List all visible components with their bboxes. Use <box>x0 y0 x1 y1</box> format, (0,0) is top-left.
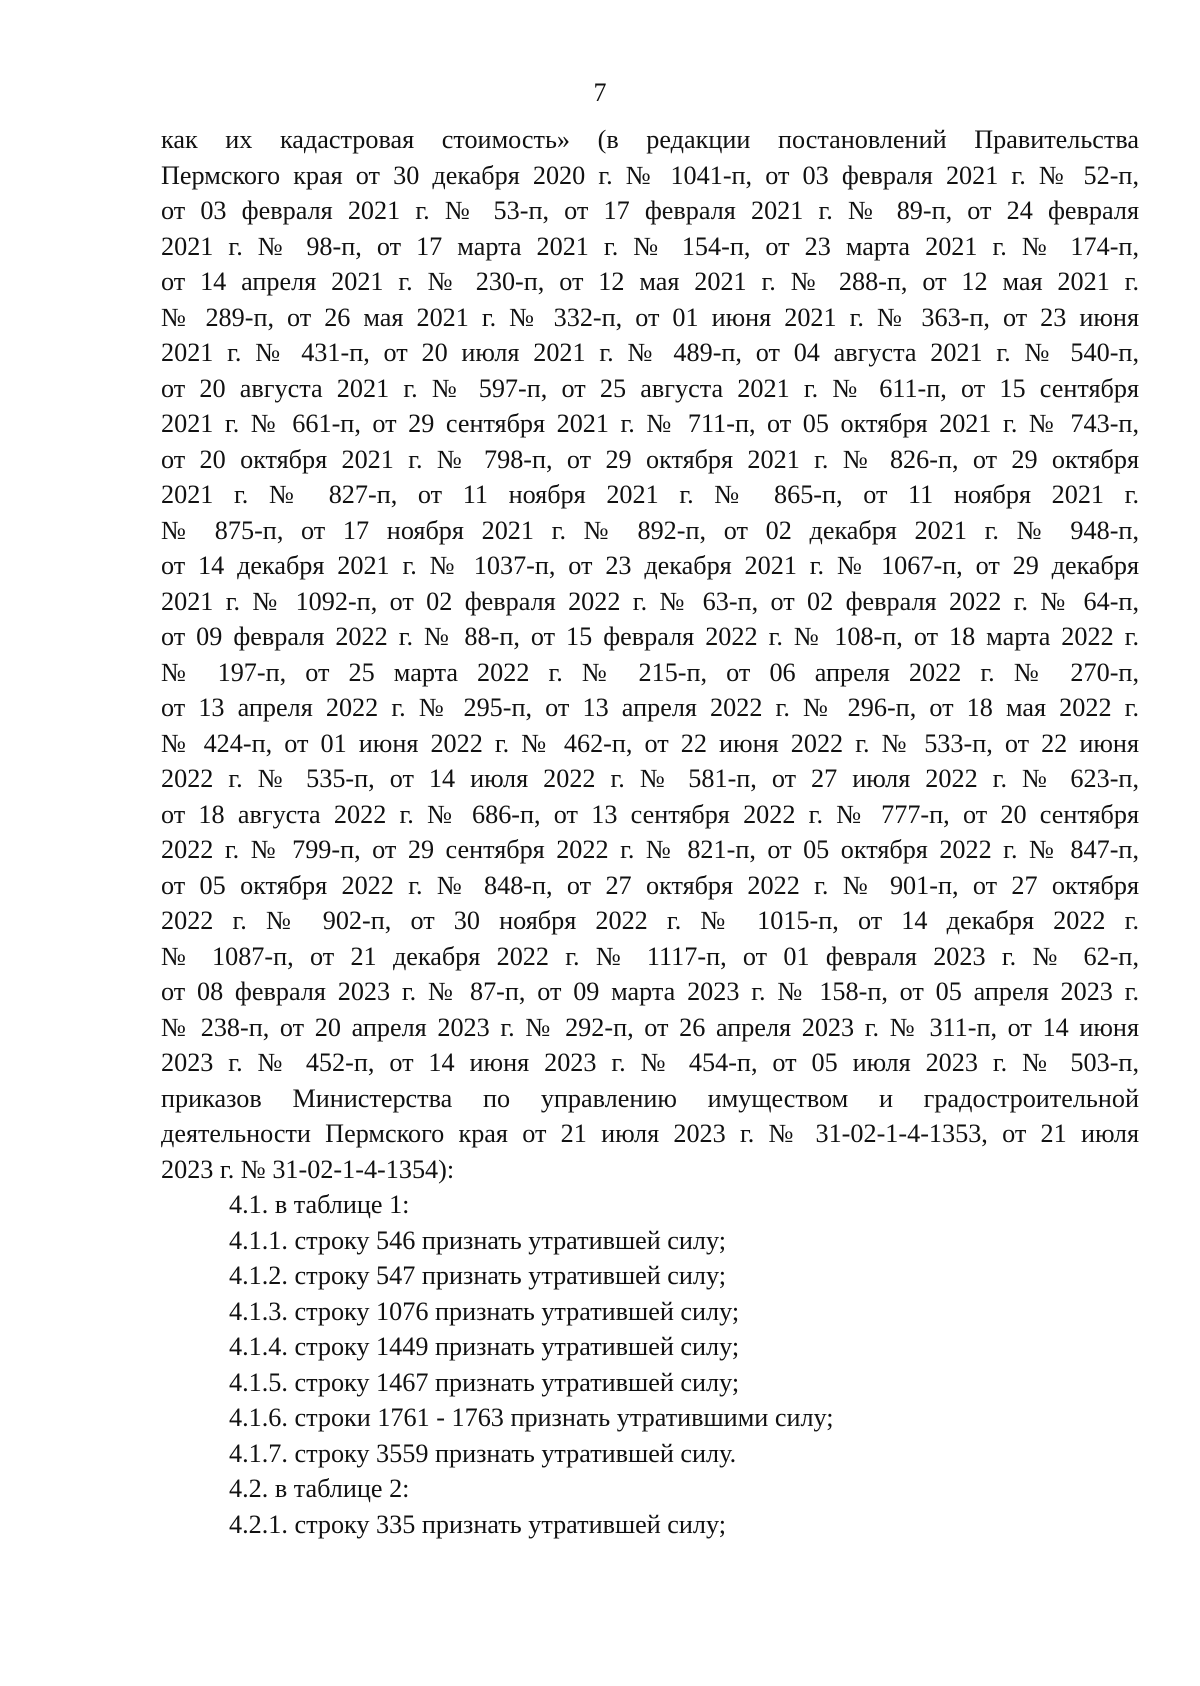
list-item: 4.1.6. строки 1761 - 1763 признать утратившими силу; <box>229 1403 834 1432</box>
paragraph-line: от 13 апреля 2022 г. № 295-п, от 13 апреля 2022 г. № 296-п, от 18 мая 2022 г. <box>161 693 1139 722</box>
list-item: 4.1. в таблице 1: <box>229 1190 410 1219</box>
paragraph-line: № 197-п, от 25 марта 2022 г. № 215-п, от 06 апреля 2022 г. № 270-п, <box>161 657 1139 687</box>
paragraph-line: № 238-п, от 20 апреля 2023 г. № 292-п, от 26 апреля 2023 г. № 311-п, от 14 июня <box>161 1012 1139 1042</box>
page-number: 7 <box>593 78 607 107</box>
paragraph-line: 2021 г. № 1092-п, от 02 февраля 2022 г. № 63-п, от 02 февраля 2022 г. № 64-п, <box>161 586 1139 616</box>
paragraph-last-line: 2023 г. № 31-02-1-4-1354): <box>161 1154 455 1184</box>
paragraph-line: 2021 г. № 431-п, от 20 июля 2021 г. № 489-п, от 04 августа 2021 г. № 540-п, <box>161 338 1139 367</box>
list-item: 4.2. в таблице 2: <box>229 1474 410 1503</box>
paragraph-line: Пермского края от 30 декабря 2020 г. № 1041-п, от 03 февраля 2021 г. № 52-п, <box>161 160 1139 190</box>
list-item: 4.2.1. строку 335 признать утратившей силу; <box>229 1509 727 1539</box>
list-item: 4.1.5. строку 1467 признать утратившей силу; <box>229 1367 740 1397</box>
list-item: 4.1.7. строку 3559 признать утратившей силу. <box>229 1438 737 1468</box>
paragraph-line: 2021 г. № 661-п, от 29 сентября 2021 г. № 711-п, от 05 октября 2021 г. № 743-п, <box>161 409 1139 438</box>
paragraph-line: № 424-п, от 01 июня 2022 г. № 462-п, от 22 июня 2022 г. № 533-п, от 22 июня <box>161 728 1139 758</box>
list-item: 4.1.3. строку 1076 признать утратившей силу; <box>229 1296 740 1326</box>
list-item: 4.1.1. строку 546 признать утратившей силу; <box>229 1225 727 1255</box>
paragraph-line: 2022 г. № 535-п, от 14 июля 2022 г. № 581-п, от 27 июля 2022 г. № 623-п, <box>161 764 1139 793</box>
document-body <box>161 122 1139 1542</box>
paragraph-line: от 05 октября 2022 г. № 848-п, от 27 октября 2022 г. № 901-п, от 27 октября <box>161 870 1139 900</box>
paragraph-line: 2022 г. № 799-п, от 29 сентября 2022 г. № 821-п, от 05 октября 2022 г. № 847-п, <box>161 835 1139 864</box>
paragraph-line: приказов Министерства по управлению имуществом и градостроительной <box>161 1083 1139 1113</box>
paragraph-line: от 14 апреля 2021 г. № 230-п, от 12 мая 2021 г. № 288-п, от 12 мая 2021 г. <box>161 267 1139 296</box>
paragraph-line: № 289-п, от 26 мая 2021 г. № 332-п, от 01 июня 2021 г. № 363-п, от 23 июня <box>161 302 1139 332</box>
amendment-paragraph <box>161 122 1139 1152</box>
paragraph-line: 2021 г. № 827-п, от 11 ноября 2021 г. № 865-п, от 11 ноября 2021 г. <box>161 480 1139 509</box>
paragraph-line: 2023 г. № 452-п, от 14 июня 2023 г. № 454-п, от 05 июля 2023 г. № 503-п, <box>161 1048 1139 1077</box>
paragraph-line: деятельности Пермского края от 21 июля 2023 г. № 31-02-1-4-1353, от 21 июля <box>161 1119 1139 1148</box>
paragraph-line: как их кадастровая стоимость» (в редакции постановлений Правительства <box>161 125 1139 154</box>
paragraph-line: от 09 февраля 2022 г. № 88-п, от 15 февраля 2022 г. № 108-п, от 18 марта 2022 г. <box>161 622 1139 651</box>
paragraph-line: от 20 октября 2021 г. № 798-п, от 29 октября 2021 г. № 826-п, от 29 октября <box>161 444 1139 474</box>
paragraph-line: от 20 августа 2021 г. № 597-п, от 25 августа 2021 г. № 611-п, от 15 сентября <box>161 373 1139 403</box>
item-list <box>161 1187 1139 1542</box>
paragraph-line: № 1087-п, от 21 декабря 2022 г. № 1117-п, от 01 февраля 2023 г. № 62-п, <box>161 941 1139 971</box>
list-item: 4.1.4. строку 1449 признать утратившей силу; <box>229 1332 740 1361</box>
paragraph-line: от 18 августа 2022 г. № 686-п, от 13 сентября 2022 г. № 777-п, от 20 сентября <box>161 799 1139 829</box>
list-item: 4.1.2. строку 547 признать утратившей силу; <box>229 1261 727 1290</box>
paragraph-line: от 03 февраля 2021 г. № 53-п, от 17 февраля 2021 г. № 89-п, от 24 февраля <box>161 196 1139 225</box>
paragraph-line: № 875-п, от 17 ноября 2021 г. № 892-п, от 02 декабря 2021 г. № 948-п, <box>161 515 1139 545</box>
paragraph-line: от 14 декабря 2021 г. № 1037-п, от 23 декабря 2021 г. № 1067-п, от 29 декабря <box>161 551 1139 580</box>
paragraph-line: 2021 г. № 98-п, от 17 марта 2021 г. № 154-п, от 23 марта 2021 г. № 174-п, <box>161 231 1139 261</box>
paragraph-line: 2022 г. № 902-п, от 30 ноября 2022 г. № 1015-п, от 14 декабря 2022 г. <box>161 906 1139 935</box>
paragraph-line: от 08 февраля 2023 г. № 87-п, от 09 марта 2023 г. № 158-п, от 05 апреля 2023 г. <box>161 977 1139 1006</box>
